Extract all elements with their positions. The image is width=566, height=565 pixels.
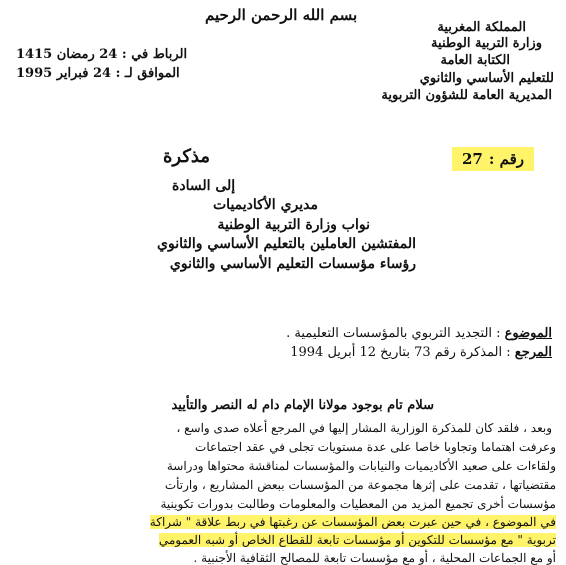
subject-value: : التجديد التربوي بالمؤسسات التعليمية . [286, 326, 501, 341]
recipient-delegates: نواب وزارة التربية الوطنية [217, 217, 370, 233]
body-line: وعرفت اهتماما وتجاوبا خاصا على عدة مستويات تجلى في عقد اجتماعات [195, 440, 556, 454]
greeting: سلام تام بوجود مولانا الإمام دام له النصر والتأييد [171, 398, 434, 413]
to-label: إلى السادة [172, 178, 236, 194]
recipient-inspectors: المفتشين العاملين بالتعليم الأساسي والثانوي [157, 236, 416, 252]
body-line: ولقاءات على صعيد الأكاديميات والنيابات والمؤسسات لمناقشة محتواها ودراسة [166, 459, 556, 473]
subject-label: الموضوع [504, 326, 552, 341]
body-line: أو مع الجماعات المحلية ، أو مع مؤسسات تابعة للمصالح الثقافية الأجنبية . [193, 551, 556, 565]
date-gregorian: الموافق لـ : 24 فبراير 1995 [16, 66, 180, 81]
memo-number-badge [452, 147, 534, 171]
memo-number-label: رقم : [488, 150, 525, 168]
body-line-highlighted: تربوية " مع مؤسسات للتكوين أو مؤسسات تابعة للقطاع الخاص أو شبه العمومي [158, 533, 556, 547]
subject-row [286, 326, 552, 341]
header-directorate: المديرية العامة للشؤون التربوية [381, 88, 552, 103]
body-line: مؤسسات أخرى تجميع المزيد من المعطيات والمعلومات وطالبت بدورات تكوينية [160, 497, 556, 511]
recipient-academies: مديري الأكاديميات [213, 197, 318, 213]
header-ministry: وزارة التربية الوطنية [431, 36, 542, 51]
date-hijri: الرباط في : 24 رمضان 1415 [16, 47, 188, 62]
header-education-level: للتعليم الأساسي والثانوي [419, 71, 554, 86]
reference-value: : المذكرة رقم 73 بتاريخ 12 أبريل 1994 [290, 345, 511, 360]
memo-number-value: 27 [461, 150, 483, 168]
recipient-principals: رؤساء مؤسسات التعليم الأساسي والثانوي [169, 256, 416, 272]
reference-row [290, 345, 552, 360]
header-kingdom: المملكة المغربية [437, 20, 526, 35]
reference-label: المرجع [514, 345, 552, 360]
body-line: مقتضياتها ، تقدمت على إثرها مجموعة من المؤسسات ببعض المشاريع ، وارتأت [164, 478, 556, 492]
body-line-highlighted: في الموضوع ، في حين عبرت بعض المؤسسات عن رغبتها في ربط علاقة " شراكة [149, 515, 556, 529]
memo-title: مذكرة [163, 146, 211, 167]
basmala: بسم الله الرحمن الرحيم [205, 6, 358, 24]
header-general-secretariat: الكتابة العامة [440, 53, 510, 68]
body-line: وبعد ، فلقد كان للمذكرة الوزارية المشار إليها في المرجع أعلاه صدى واسع ، [176, 421, 552, 435]
